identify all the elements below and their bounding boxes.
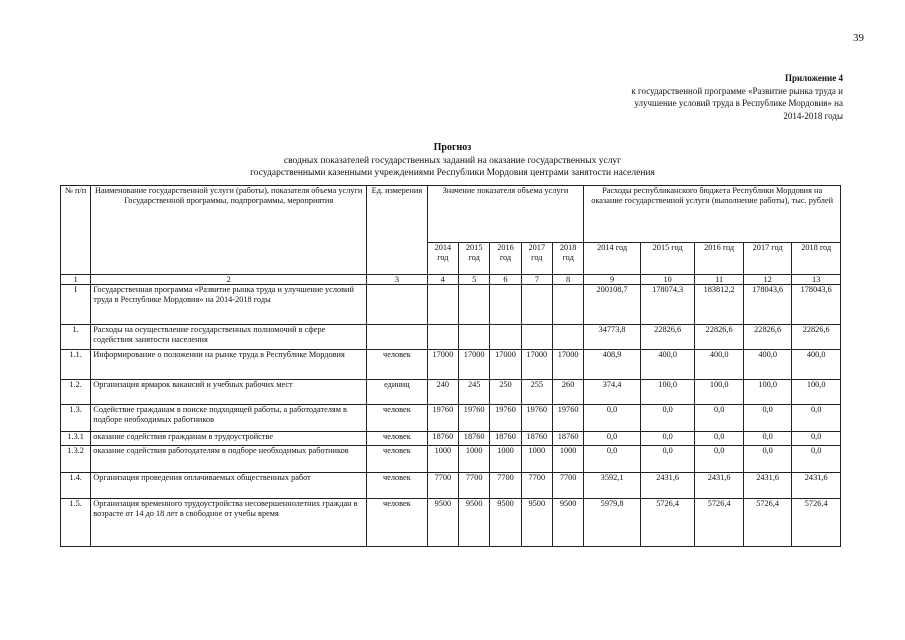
row-expense-value: 2431,6	[695, 473, 743, 499]
row-number: 1.1.	[61, 350, 91, 380]
header-budget-year: 2018 год	[792, 243, 841, 275]
row-volume-value: 9500	[490, 499, 521, 547]
row-volume-value: 17000	[521, 350, 552, 380]
row-volume-value: 7700	[490, 473, 521, 499]
row-volume-value	[427, 325, 458, 350]
row-expense-value: 22826,6	[743, 325, 791, 350]
row-volume-value: 18760	[427, 432, 458, 446]
row-expense-value: 374,4	[584, 380, 641, 405]
row-expense-value: 0,0	[640, 432, 695, 446]
row-volume-value: 17000	[459, 350, 490, 380]
row-expense-value: 0,0	[743, 446, 791, 473]
column-number: 5	[459, 275, 490, 285]
document-title: Прогноз	[433, 142, 472, 153]
table-row	[61, 446, 841, 473]
table-row	[61, 380, 841, 405]
row-expense-value: 408,9	[584, 350, 641, 380]
page-number: 39	[853, 32, 864, 44]
row-volume-value: 18760	[459, 432, 490, 446]
column-number: 1	[61, 275, 91, 285]
row-expense-value: 0,0	[792, 405, 841, 432]
header-volume-year: 2017 год	[521, 243, 552, 275]
row-volume-value	[490, 285, 521, 325]
row-volume-value: 17000	[490, 350, 521, 380]
column-number: 11	[695, 275, 743, 285]
row-expense-value: 5726,4	[695, 499, 743, 547]
header-unit: Ед. измерения	[367, 186, 428, 275]
row-number: 1.2.	[61, 380, 91, 405]
row-volume-value: 19760	[521, 405, 552, 432]
header-budget-year: 2015 год	[640, 243, 695, 275]
row-volume-value: 9500	[552, 499, 583, 547]
row-volume-value: 18760	[521, 432, 552, 446]
row-number: 1.3.1	[61, 432, 91, 446]
column-number: 4	[427, 275, 458, 285]
row-expense-value: 2431,6	[640, 473, 695, 499]
row-volume-value	[427, 285, 458, 325]
header-budget-year: 2014 год	[584, 243, 641, 275]
row-number: 1.3.2	[61, 446, 91, 473]
header-budget-group: Расходы республиканского бюджета Республики Мордовия на оказание государственной услуги (выполнение работы), тыс. рублей	[584, 186, 841, 243]
column-number: 10	[640, 275, 695, 285]
row-volume-value: 240	[427, 380, 458, 405]
row-expense-value: 0,0	[695, 405, 743, 432]
table-row	[61, 432, 841, 446]
column-number: 9	[584, 275, 641, 285]
row-service-name: Организация проведения оплачиваемых общественных работ	[91, 473, 367, 499]
row-volume-value: 17000	[552, 350, 583, 380]
row-expense-value: 400,0	[695, 350, 743, 380]
row-expense-value: 5726,4	[640, 499, 695, 547]
row-expense-value: 0,0	[640, 405, 695, 432]
column-number: 3	[367, 275, 428, 285]
row-unit: единиц	[367, 380, 428, 405]
row-unit	[367, 325, 428, 350]
row-volume-value: 19760	[490, 405, 521, 432]
row-expense-value: 100,0	[640, 380, 695, 405]
header-volume-year: 2018 год	[552, 243, 583, 275]
row-service-name: Информирование о положении на рынке труда в Республике Мордовия	[91, 350, 367, 380]
row-unit	[367, 285, 428, 325]
header-volume-year: 2014 год	[427, 243, 458, 275]
row-volume-value: 1000	[459, 446, 490, 473]
row-volume-value: 245	[459, 380, 490, 405]
row-volume-value: 1000	[552, 446, 583, 473]
column-number: 8	[552, 275, 583, 285]
row-volume-value: 250	[490, 380, 521, 405]
row-volume-value	[552, 325, 583, 350]
row-volume-value: 18760	[552, 432, 583, 446]
row-expense-value: 178074,3	[640, 285, 695, 325]
appendix-title: Приложение 4	[784, 73, 843, 83]
row-expense-value: 178043,6	[792, 285, 841, 325]
row-service-name: оказание содействия гражданам в трудоустройстве	[91, 432, 367, 446]
row-expense-value: 0,0	[792, 432, 841, 446]
row-volume-value: 18760	[490, 432, 521, 446]
row-expense-value: 22826,6	[640, 325, 695, 350]
table-row	[61, 325, 841, 350]
column-number: 12	[743, 275, 791, 285]
table-row	[61, 473, 841, 499]
appendix-note	[513, 72, 843, 122]
row-expense-value: 183812,2	[695, 285, 743, 325]
column-number: 2	[91, 275, 367, 285]
row-expense-value: 5726,4	[792, 499, 841, 547]
row-number: 1.4.	[61, 473, 91, 499]
row-volume-value: 255	[521, 380, 552, 405]
header-volume-year: 2015 год	[459, 243, 490, 275]
document-subtitle-line: государственными казенными учреждениями Республики Мордовия центрами занятости населения	[250, 168, 655, 178]
appendix-line: к государственной программе «Развитие рынка труда и	[631, 85, 843, 96]
row-service-name: Расходы на осуществление государственных полномочий в сфере содействия занятости населения	[91, 325, 367, 350]
header-budget-year: 2016 год	[695, 243, 743, 275]
header-volume-group: Значение показателя объема услуги	[427, 186, 584, 243]
table-row	[61, 350, 841, 380]
row-expense-value: 0,0	[743, 405, 791, 432]
row-expense-value: 22826,6	[695, 325, 743, 350]
forecast-table	[60, 185, 841, 547]
row-unit: человек	[367, 405, 428, 432]
row-expense-value: 400,0	[743, 350, 791, 380]
column-number: 6	[490, 275, 521, 285]
row-number: 1.5.	[61, 499, 91, 547]
header-service-name: Наименование государственной услуги (работы), показателя объема услуги Государственной программы, подпрограммы, мероприятия	[91, 186, 367, 275]
row-volume-value: 19760	[459, 405, 490, 432]
column-number: 7	[521, 275, 552, 285]
document-subtitle-line: сводных показателей государственных заданий на оказание государственных услуг	[283, 155, 622, 166]
row-expense-value: 100,0	[695, 380, 743, 405]
row-number: 1.	[61, 325, 91, 350]
row-volume-value: 7700	[459, 473, 490, 499]
appendix-line: 2014-2018 годы	[783, 110, 843, 121]
row-unit: человек	[367, 432, 428, 446]
column-number: 13	[792, 275, 841, 285]
row-unit: человек	[367, 350, 428, 380]
row-expense-value: 100,0	[743, 380, 791, 405]
row-expense-value: 200108,7	[584, 285, 641, 325]
row-volume-value: 1000	[521, 446, 552, 473]
row-volume-value	[521, 325, 552, 350]
row-unit: человек	[367, 473, 428, 499]
row-volume-value: 7700	[427, 473, 458, 499]
row-expense-value: 5726,4	[743, 499, 791, 547]
row-service-name: оказание содействия работодателям в подборе необходимых работников	[91, 446, 367, 473]
row-expense-value: 0,0	[584, 446, 641, 473]
header-budget-year: 2017 год	[743, 243, 791, 275]
row-expense-value: 34773,8	[584, 325, 641, 350]
row-volume-value	[490, 325, 521, 350]
row-number: I	[61, 285, 91, 325]
row-expense-value: 22826,6	[792, 325, 841, 350]
header-volume-year: 2016 год	[490, 243, 521, 275]
row-volume-value: 17000	[427, 350, 458, 380]
row-service-name: Организация временного трудоустройства несовершеннолетних граждан в возрасте от 14 до 18 лет в свободное от учебы время	[91, 499, 367, 547]
row-volume-value: 9500	[427, 499, 458, 547]
row-expense-value: 0,0	[695, 446, 743, 473]
row-volume-value: 1000	[490, 446, 521, 473]
row-service-name: Организация ярмарок вакансий и учебных рабочих мест	[91, 380, 367, 405]
row-expense-value: 100,0	[792, 380, 841, 405]
row-unit: человек	[367, 446, 428, 473]
row-expense-value: 178043,6	[743, 285, 791, 325]
row-number: 1.3.	[61, 405, 91, 432]
row-volume-value: 9500	[459, 499, 490, 547]
row-volume-value: 19760	[552, 405, 583, 432]
row-volume-value: 19760	[427, 405, 458, 432]
table-row	[61, 285, 841, 325]
appendix-line: улучшение условий труда в Республике Мордовия» на	[634, 98, 843, 108]
row-volume-value	[552, 285, 583, 325]
row-expense-value: 3592,1	[584, 473, 641, 499]
row-volume-value	[459, 325, 490, 350]
row-expense-value: 0,0	[640, 446, 695, 473]
row-expense-value: 0,0	[584, 405, 641, 432]
row-volume-value: 7700	[521, 473, 552, 499]
table-row	[61, 405, 841, 432]
row-expense-value: 5979,8	[584, 499, 641, 547]
row-expense-value: 400,0	[640, 350, 695, 380]
row-volume-value	[521, 285, 552, 325]
row-expense-value: 0,0	[695, 432, 743, 446]
header-number: № п/п	[61, 186, 91, 275]
row-expense-value: 2431,6	[792, 473, 841, 499]
row-service-name: Содействие гражданам в поиске подходящей работы, а работодателям в подборе необходимых работников	[91, 405, 367, 432]
row-volume-value: 7700	[552, 473, 583, 499]
document-heading	[0, 142, 905, 180]
row-expense-value: 0,0	[792, 446, 841, 473]
row-volume-value: 9500	[521, 499, 552, 547]
row-expense-value: 400,0	[792, 350, 841, 380]
row-expense-value: 0,0	[584, 432, 641, 446]
row-unit: человек	[367, 499, 428, 547]
row-volume-value: 260	[552, 380, 583, 405]
row-volume-value	[459, 285, 490, 325]
row-expense-value: 0,0	[743, 432, 791, 446]
table-row	[61, 499, 841, 547]
row-expense-value: 2431,6	[743, 473, 791, 499]
row-volume-value: 1000	[427, 446, 458, 473]
row-service-name: Государственная программа «Развитие рынка труда и улучшение условий труда в Республике Мордовия» на 2014-2018 годы	[91, 285, 367, 325]
